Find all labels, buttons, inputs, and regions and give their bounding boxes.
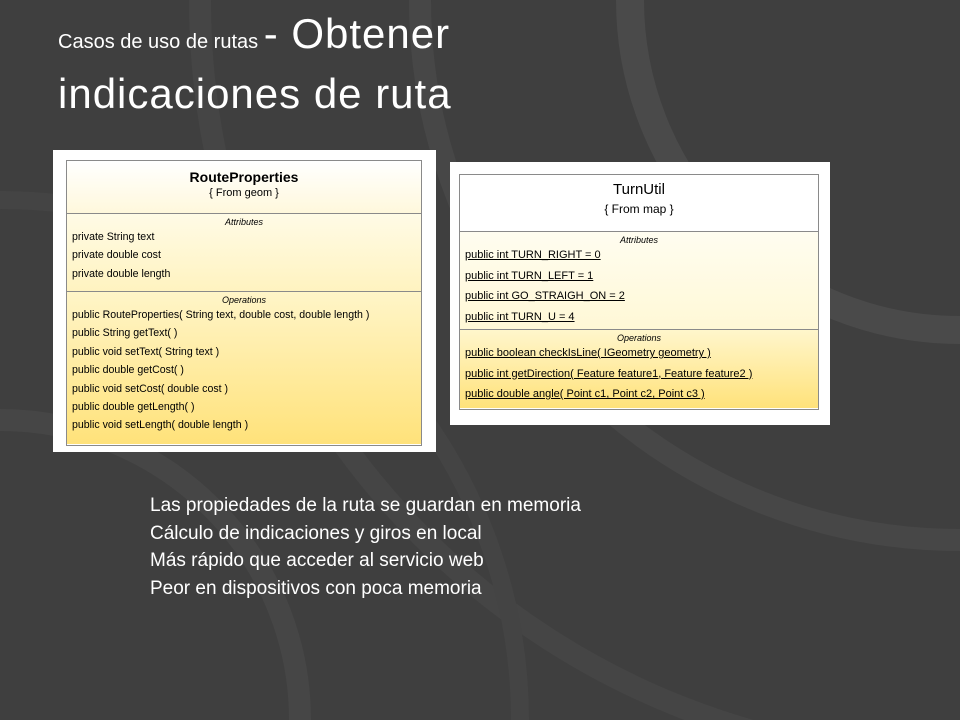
- operation-row: public void setText( String text ): [72, 345, 220, 358]
- operation-row: public void setCost( double cost ): [72, 382, 229, 395]
- bullet-list: [150, 492, 850, 602]
- route-properties-class: [66, 160, 422, 446]
- operation-row: public String getText( ): [72, 327, 178, 340]
- route-properties-diagram: [53, 150, 436, 452]
- attribute-row: private String text: [72, 231, 155, 243]
- operations-label: Operations: [221, 295, 267, 305]
- turn-util-class: [459, 174, 819, 410]
- title-line2: indicaciones de ruta: [58, 70, 452, 117]
- operations-section: [460, 330, 818, 408]
- attributes-label: Attributes: [224, 217, 264, 227]
- title-prefix: Casos de uso de rutas: [58, 31, 264, 53]
- title-dash: - Obtener: [263, 10, 451, 57]
- attribute-row: private double cost: [72, 249, 161, 262]
- operations-section: [67, 292, 421, 444]
- bullet-item: Peor en dispositivos con poca memoria: [150, 577, 482, 599]
- attributes-section: [460, 232, 818, 330]
- attribute-row: public int TURN_LEFT = 1: [465, 269, 594, 282]
- bullet-item: Las propiedades de la ruta se guardan en memoria: [150, 495, 581, 516]
- bullet-item: Más rápido que acceder al servicio web: [150, 550, 484, 571]
- operation-row: public boolean checkIsLine( IGeometry geometry ): [465, 347, 711, 359]
- operation-row: public double getLength( ): [72, 401, 195, 414]
- attributes-label: Attributes: [619, 235, 659, 245]
- attribute-row: private double length: [72, 267, 171, 280]
- slide-title: [58, 6, 938, 126]
- class-name: RouteProperties: [189, 169, 299, 185]
- attribute-row: public int GO_STRAIGH_ON = 2: [465, 290, 625, 302]
- operation-row: public RouteProperties( String text, double cost, double length ): [72, 309, 370, 321]
- operation-row: public double getCost( ): [72, 364, 184, 377]
- operation-row: public void setLength( double length ): [72, 419, 249, 432]
- class-source: { From geom }: [209, 187, 279, 199]
- class-header: [67, 161, 421, 214]
- class-source: { From map }: [604, 202, 674, 216]
- operation-row: public int getDirection( Feature feature1, Feature feature2 ): [465, 367, 753, 380]
- class-name: TurnUtil: [613, 181, 665, 198]
- class-header: [460, 175, 818, 232]
- attribute-row: public int TURN_RIGHT = 0: [465, 249, 601, 261]
- attribute-row: public int TURN_U = 4: [465, 310, 575, 323]
- attributes-section: [67, 214, 421, 292]
- operations-label: Operations: [616, 333, 662, 343]
- bullet-item: Cálculo de indicaciones y giros en local: [150, 522, 482, 544]
- operation-row: public double angle( Point c1, Point c2, Point c3 ): [465, 388, 705, 400]
- turn-util-diagram: [450, 162, 830, 425]
